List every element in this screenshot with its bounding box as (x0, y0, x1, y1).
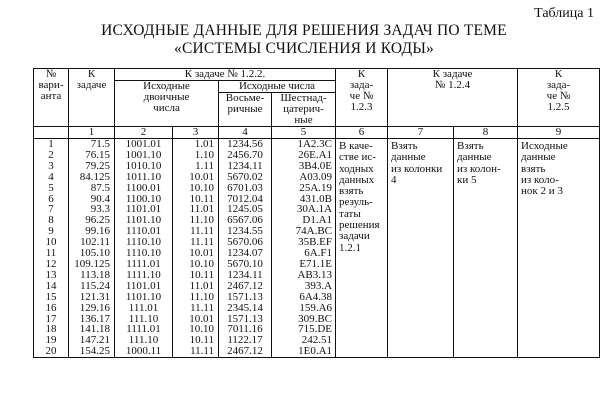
header-octal: Восьме- ричные (219, 93, 272, 127)
task-1-2-3-instruction: В каче- стве ис- ходных данных взять резуль- таты решения задачи 1.2.1 (336, 139, 388, 358)
table-cell: 74A.BC (272, 226, 336, 237)
table-cell: 2 (34, 150, 69, 161)
table-cell: 12 (34, 259, 69, 270)
table-cell: 18 (34, 324, 69, 335)
column-number: 8 (454, 127, 518, 139)
table-cell: 10.01 (173, 314, 219, 325)
table-cell: 71.5 (69, 139, 115, 150)
task-1-2-4-instruction-b: Взять данные из колон- ки 5 (454, 139, 518, 358)
table-cell: 1010.10 (115, 161, 173, 172)
table-cell: 7012.04 (219, 194, 272, 205)
header-hex: Шестнад- цатерич- ные (272, 93, 336, 127)
table-cell: 6567.06 (219, 215, 272, 226)
table-row (34, 139, 600, 150)
table-cell: 715.DE (272, 324, 336, 335)
header-task-1-2-2: К задаче № 1.2.2. (115, 69, 336, 81)
table-cell: 1110.01 (115, 226, 173, 237)
table-cell: 90.4 (69, 194, 115, 205)
table-cell: 4 (34, 172, 69, 183)
table-cell: 10.01 (173, 172, 219, 183)
table-cell: 1100.01 (115, 183, 173, 194)
table-cell: 1101.10 (115, 292, 173, 303)
table-cell: 159.A6 (272, 303, 336, 314)
column-number: 2 (115, 127, 173, 139)
table-cell: 2467.12 (219, 281, 272, 292)
table-cell: 1234.07 (219, 248, 272, 259)
table-cell: 99.16 (69, 226, 115, 237)
table-cell: 5670.02 (219, 172, 272, 183)
table-cell: 242.51 (272, 335, 336, 346)
header-task-1-2-3: К зада- че № 1.2.3 (336, 69, 388, 127)
table-cell: 115.24 (69, 281, 115, 292)
table-cell: 8 (34, 215, 69, 226)
column-number: 4 (219, 127, 272, 139)
table-cell: 309.BC (272, 314, 336, 325)
table-cell: 20 (34, 346, 69, 357)
table-cell: 2345.14 (219, 303, 272, 314)
table-cell: 1110.10 (115, 237, 173, 248)
table-cell: 11.11 (173, 303, 219, 314)
table-cell: 87.5 (69, 183, 115, 194)
table-cell: 141.18 (69, 324, 115, 335)
table-cell: 1234.11 (219, 161, 272, 172)
header-task-1-2-4: К задаче № 1.2.4 (388, 69, 518, 127)
table-cell: 2467.12 (219, 346, 272, 357)
table-cell: 1122.17 (219, 335, 272, 346)
column-number: 7 (388, 127, 454, 139)
table-cell: 1011.10 (115, 172, 173, 183)
table-cell: 1571.13 (219, 292, 272, 303)
table-cell: 3B4.0E (272, 161, 336, 172)
column-number: 3 (173, 127, 219, 139)
table-cell: 6A4.38 (272, 292, 336, 303)
table-cell: 129.16 (69, 303, 115, 314)
table-cell: 109.125 (69, 259, 115, 270)
table-cell: 1.11 (173, 161, 219, 172)
table-cell: 1.01 (173, 139, 219, 150)
table-cell: 10 (34, 237, 69, 248)
table-cell: 10.11 (173, 270, 219, 281)
table-cell: 111.10 (115, 335, 173, 346)
table-cell: 3 (34, 161, 69, 172)
table-cell: 1101.01 (115, 204, 173, 215)
table-cell: 93.3 (69, 204, 115, 215)
table-cell: 13 (34, 270, 69, 281)
table-cell: A03.09 (272, 172, 336, 183)
task-1-2-4-instruction-a: Взять данные из колонки 4 (388, 139, 454, 358)
table-cell: 1571.13 (219, 314, 272, 325)
table-cell: 1E0.A1 (272, 346, 336, 357)
header-source-numbers: Исходные числа (219, 81, 336, 93)
column-number (34, 127, 69, 139)
table-cell: 6701.03 (219, 183, 272, 194)
column-number: 1 (69, 127, 115, 139)
column-number: 6 (336, 127, 388, 139)
table-cell: 10.10 (173, 259, 219, 270)
table-cell: 17 (34, 314, 69, 325)
table-cell: 113.18 (69, 270, 115, 281)
table-cell: 1234.11 (219, 270, 272, 281)
table-cell: E71.1E (272, 259, 336, 270)
table-cell: 393.A (272, 281, 336, 292)
header-binary: Исходные двоичные числа (115, 81, 219, 127)
table-cell: 111.01 (115, 303, 173, 314)
table-cell: 1 (34, 139, 69, 150)
table-cell: 1A2.3C (272, 139, 336, 150)
table-cell: 1.10 (173, 150, 219, 161)
table-cell: 25A.19 (272, 183, 336, 194)
table-cell: 5670.06 (219, 237, 272, 248)
table-cell: 121.31 (69, 292, 115, 303)
table-cell: 147.21 (69, 335, 115, 346)
table-cell: 76.15 (69, 150, 115, 161)
table-cell: 10.01 (173, 248, 219, 259)
table-cell: 14 (34, 281, 69, 292)
table-cell: 79.25 (69, 161, 115, 172)
table-cell: 5670.10 (219, 259, 272, 270)
table-cell: 10.10 (173, 324, 219, 335)
table-cell: 1001.01 (115, 139, 173, 150)
table-cell: 1245.05 (219, 204, 272, 215)
table-cell: 2456.70 (219, 150, 272, 161)
table-cell: 7 (34, 204, 69, 215)
table-cell: 11.01 (173, 204, 219, 215)
table-cell: 7011.16 (219, 324, 272, 335)
header-task-1-2-5: К зада- че № 1.2.5 (518, 69, 600, 127)
column-number: 5 (272, 127, 336, 139)
table-cell: 1001.10 (115, 150, 173, 161)
table-cell: 102.11 (69, 237, 115, 248)
document-title-line-1: ИСХОДНЫЕ ДАННЫЕ ДЛЯ РЕШЕНИЯ ЗАДАЧ ПО ТЕМЕ (101, 22, 507, 39)
header-k-task: К задаче (69, 69, 115, 127)
table-cell: 1111.01 (115, 324, 173, 335)
table-cell: 1101.01 (115, 281, 173, 292)
table-cell: 1100.10 (115, 194, 173, 205)
table-cell: 16 (34, 303, 69, 314)
task-1-2-5-instruction: Исходные данные взять из коло- нок 2 и 3 (518, 139, 600, 358)
table-cell: 11.11 (173, 226, 219, 237)
table-cell: 1111.01 (115, 259, 173, 270)
table-cell: 11.10 (173, 292, 219, 303)
table-cell: 11.11 (173, 237, 219, 248)
table-cell: 10.11 (173, 194, 219, 205)
table-cell: 84.125 (69, 172, 115, 183)
header-variant: № вари- анта (34, 69, 69, 127)
table-cell: AB3.13 (272, 270, 336, 281)
table-cell: 9 (34, 226, 69, 237)
column-number: 9 (518, 127, 600, 139)
table-cell: 10.10 (173, 183, 219, 194)
table-cell: 19 (34, 335, 69, 346)
table-cell: 26E.A1 (272, 150, 336, 161)
table-cell: 1111.10 (115, 270, 173, 281)
table-cell: 96.25 (69, 215, 115, 226)
table-cell: 1234.55 (219, 226, 272, 237)
document-title-line-2: «СИСТЕМЫ СЧИСЛЕНИЯ И КОДЫ» (174, 40, 434, 57)
table-cell: D1.A1 (272, 215, 336, 226)
table-cell: 1101.10 (115, 215, 173, 226)
table-cell: 15 (34, 292, 69, 303)
table-cell: 154.25 (69, 346, 115, 357)
table-cell: 105.10 (69, 248, 115, 259)
table-cell: 1110.10 (115, 248, 173, 259)
table-cell: 111.10 (115, 314, 173, 325)
table-caption: Таблица 1 (534, 6, 594, 21)
table-cell: 11.11 (173, 346, 219, 357)
table-cell: 30A.1A (272, 204, 336, 215)
table-cell: 10.11 (173, 335, 219, 346)
source-data-table (33, 68, 600, 358)
table-cell: 431.0B (272, 194, 336, 205)
table-cell: 1234.56 (219, 139, 272, 150)
table-cell: 35B.EF (272, 237, 336, 248)
table-cell: 1000.11 (115, 346, 173, 357)
table-cell: 5 (34, 183, 69, 194)
table-cell: 6 (34, 194, 69, 205)
table-cell: 6A.F1 (272, 248, 336, 259)
table-cell: 11.10 (173, 215, 219, 226)
table-cell: 136.17 (69, 314, 115, 325)
table-cell: 11.01 (173, 281, 219, 292)
table-cell: 11 (34, 248, 69, 259)
